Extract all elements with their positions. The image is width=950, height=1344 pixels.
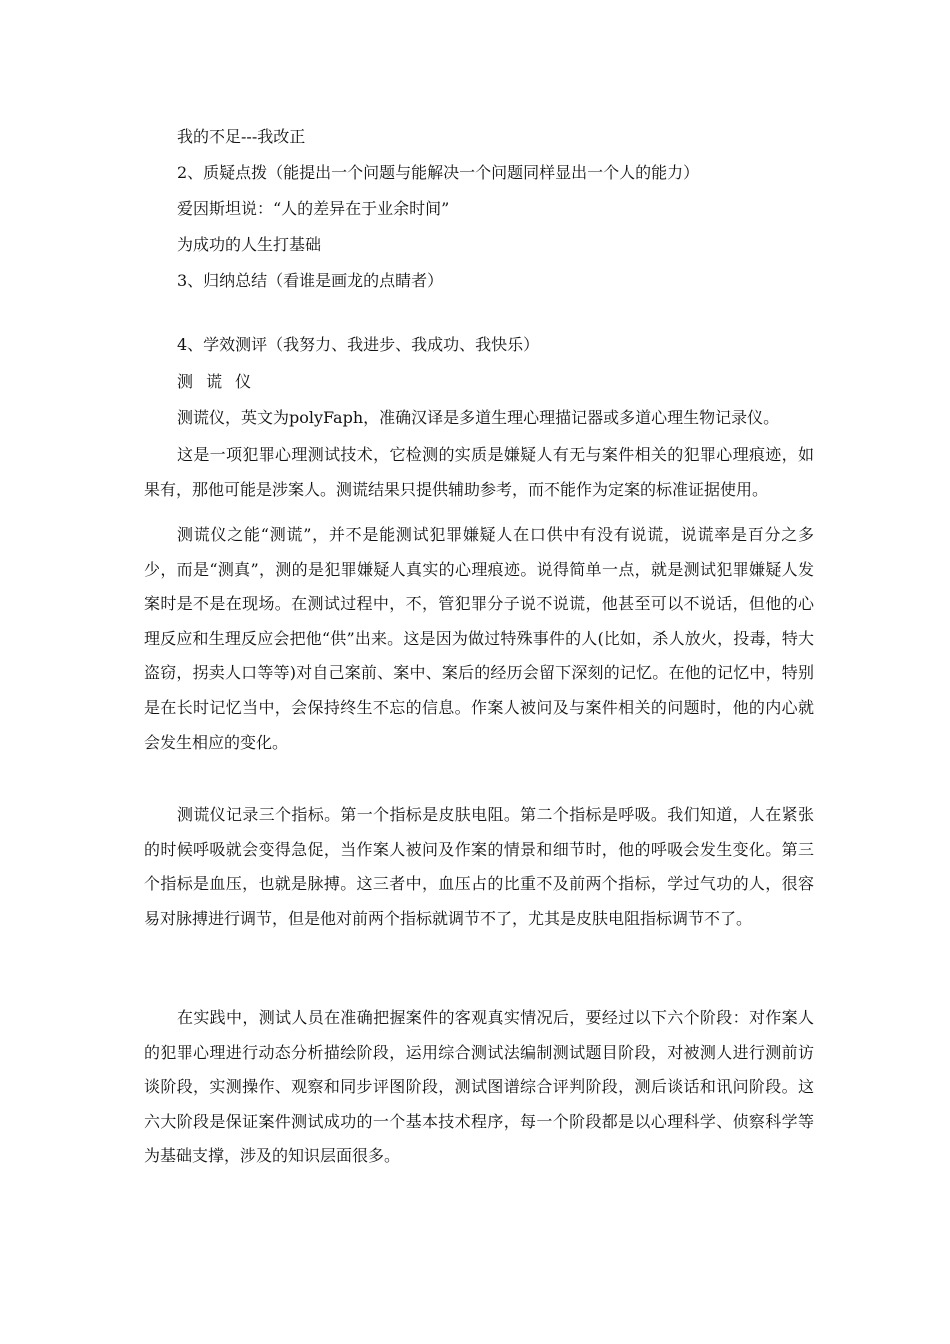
paragraph-technique: 这是一项犯罪心理测试技术，它检测的实质是嫌疑人有无与案件相关的犯罪心理痕迹，如果有，那他可能是涉案人。测谎结果只提供辅助参考，而不能作为定案的标准证据使用。 [144, 445, 814, 499]
heading-summary: 3、归纳总结（看谁是画龙的点睛者） [177, 271, 444, 290]
definition-line: 测谎仪，英文为polyFaph，准确汉译是多道生理心理描记器或多道心理生物记录仪。 [177, 408, 780, 427]
heading-foundation: 为成功的人生打基础 [177, 235, 322, 254]
heading-evaluation: 4、学效测评（我努力、我进步、我成功、我快乐） [177, 335, 540, 354]
paragraph-indicators: 测谎仪记录三个指标。第一个指标是皮肤电阻。第二个指标是呼吸。我们知道，人在紧张的时候呼吸就会变得急促，当作案人被问及作案的情景和细节时，他的呼吸会发生变化。第三个指标是血压，也就是脉搏。这三者中，血压占的比重不及前两个指标，学过气功的人，很容易对脉搏进行调节，但是他对前两个指标就调节不了，尤其是皮肤电阻指标调节不了。 [144, 805, 814, 928]
heading-shortcomings: 我的不足---我改正 [177, 127, 306, 146]
heading-questioning: 2、质疑点拨（能提出一个问题与能解决一个问题同样显出一个人的能力） [177, 163, 700, 182]
paragraph-stages: 在实践中，测试人员在准确把握案件的客观真实情况后，要经过以下六个阶段：对作案人的犯罪心理进行动态分析描绘阶段，运用综合测试法编制测试题目阶段，对被测人进行测前访谈阶段，实测操作、观察和同步评图阶段，测试图谱综合评判阶段，测后谈话和讯问阶段。这六大阶段是保证案件测试成功的一个基本技术程序，每一个阶段都是以心理科学、侦察科学等为基础支撑，涉及的知识层面很多。 [144, 1008, 814, 1166]
section-title: 测 谎 仪 [177, 372, 256, 391]
paragraph-truth: 测谎仪之能“测谎”，并不是能测试犯罪嫌疑人在口供中有没有说谎，说谎率是百分之多少，而是“测真”，测的是犯罪嫌疑人真实的心理痕迹。说得简单一点，就是测试犯罪嫌疑人发案时是不是在现场。在测试过程中，不，管犯罪分子说不说谎，他甚至可以不说话，但他的心理反应和生理反应会把他“供”出来。这是因为做过特殊事件的人(比如，杀人放火，投毒，特大盗窃，拐卖人口等等)对自己案前、案中、案后的经历会留下深刻的记忆。在他的记忆中，特别是在长时记忆当中，会保持终生不忘的信息。作案人被问及与案件相关的问题时，他的内心就会发生相应的变化。 [144, 525, 814, 752]
quote-einstein: 爱因斯坦说：“人的差异在于业余时间” [177, 199, 450, 218]
